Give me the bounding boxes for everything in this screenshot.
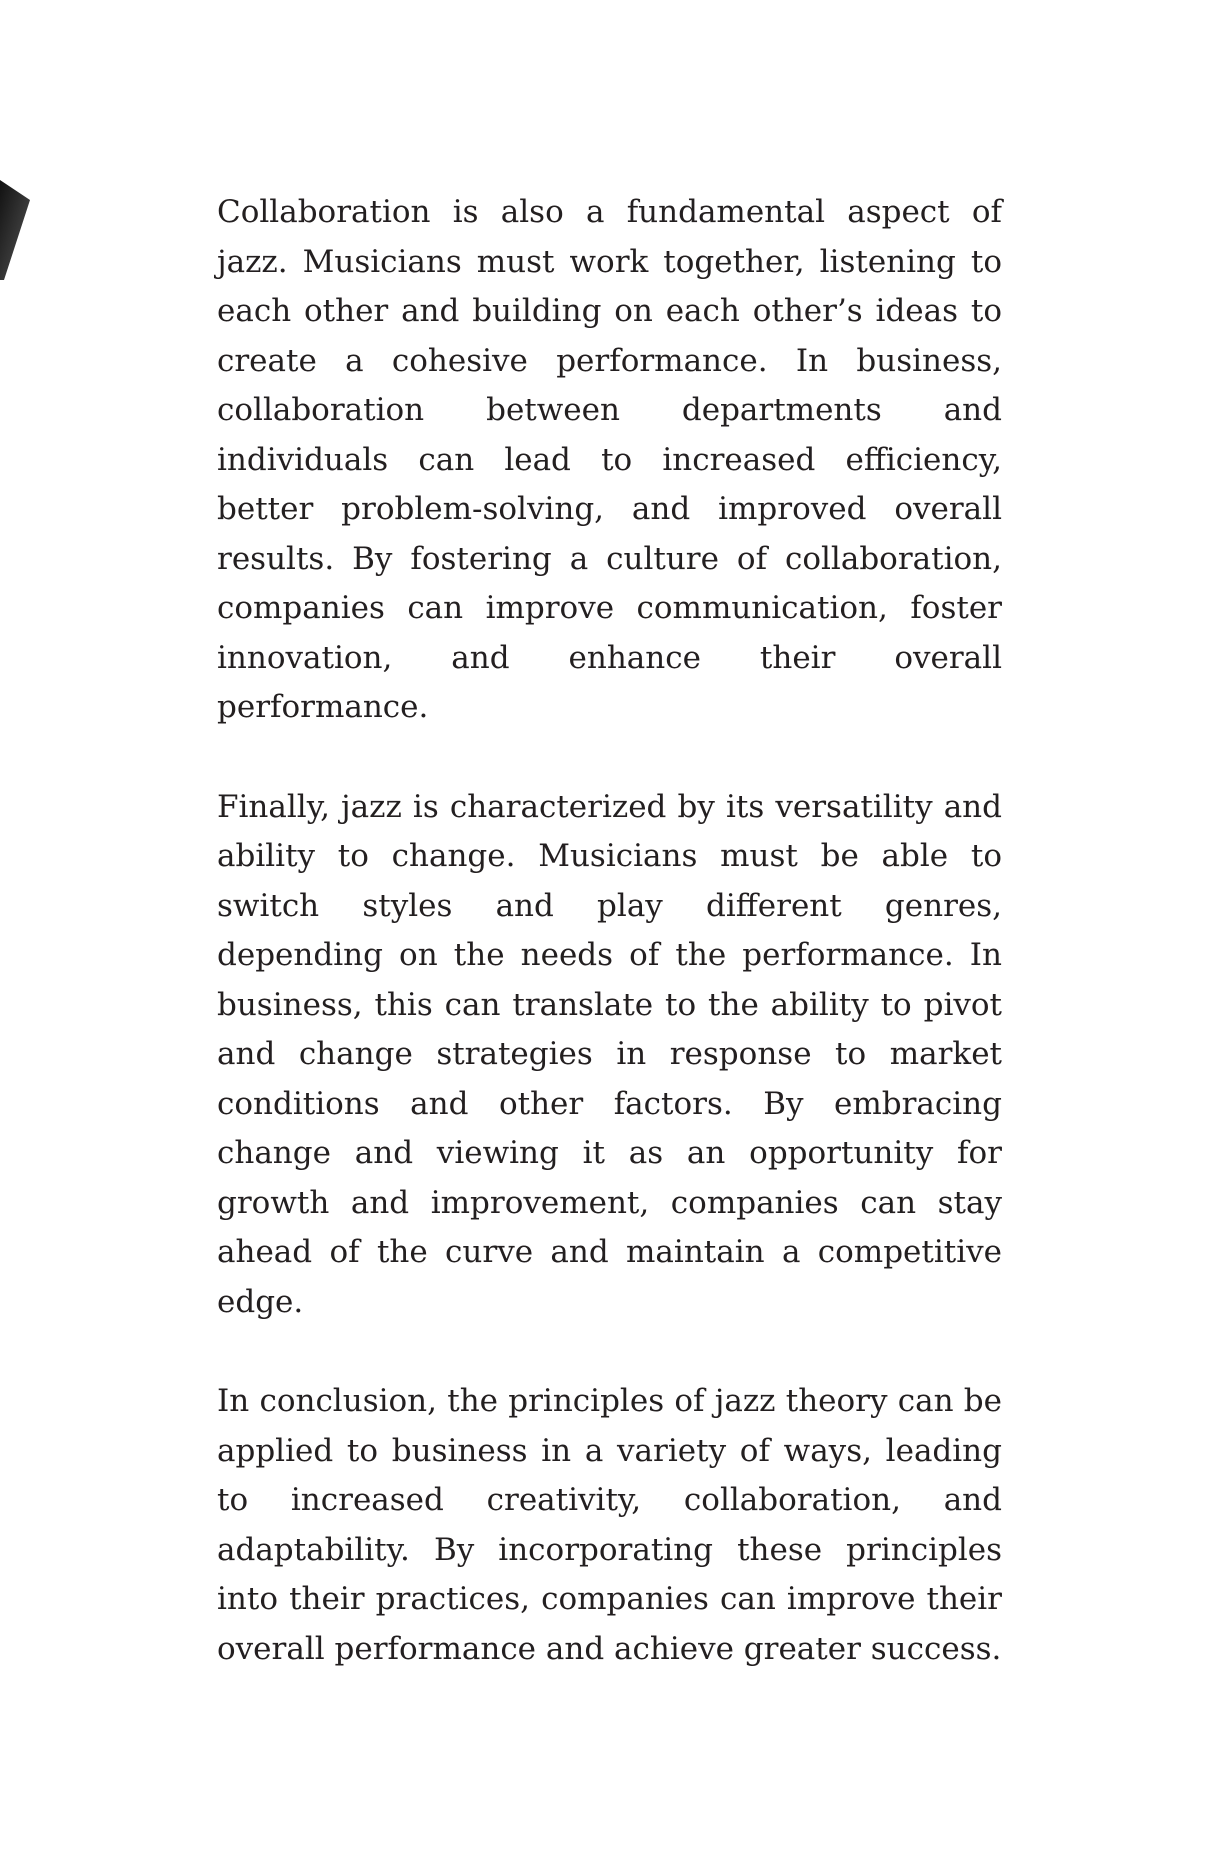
body-text-column: [217, 188, 1002, 1674]
paragraph-conclusion: In conclusion, the principles of jazz theory can be applied to business in a variety of ways, leading to increased creativity, collaboration, and adaptability. By incorporating these principles into their practices, companies can improve their overall performance and achieve greater success.: [217, 1383, 1002, 1667]
paragraph-collaboration: Collaboration is also a fundamental aspect of jazz. Musicians must work together, listening to each other and building on each other’s ideas to create a cohesive performance. In business, collaboration between departments and individuals can lead to increased efficiency, better problem-solving, and improved overall results. By fostering a culture of collaboration, companies can improve communication, foster innovation, and enhance their overall performance.: [217, 194, 1002, 725]
decorative-corner-mark: [0, 180, 32, 280]
paragraph-versatility: Finally, jazz is characterized by its versatility and ability to change. Musicians must be able to switch styles and play different genres, depending on the needs of the performance. In business, this can translate to the ability to pivot and change strategies in response to market conditions and other factors. By embracing change and viewing it as an opportunity for growth and improvement, companies can stay ahead of the curve and maintain a competitive edge.: [217, 788, 1002, 1320]
